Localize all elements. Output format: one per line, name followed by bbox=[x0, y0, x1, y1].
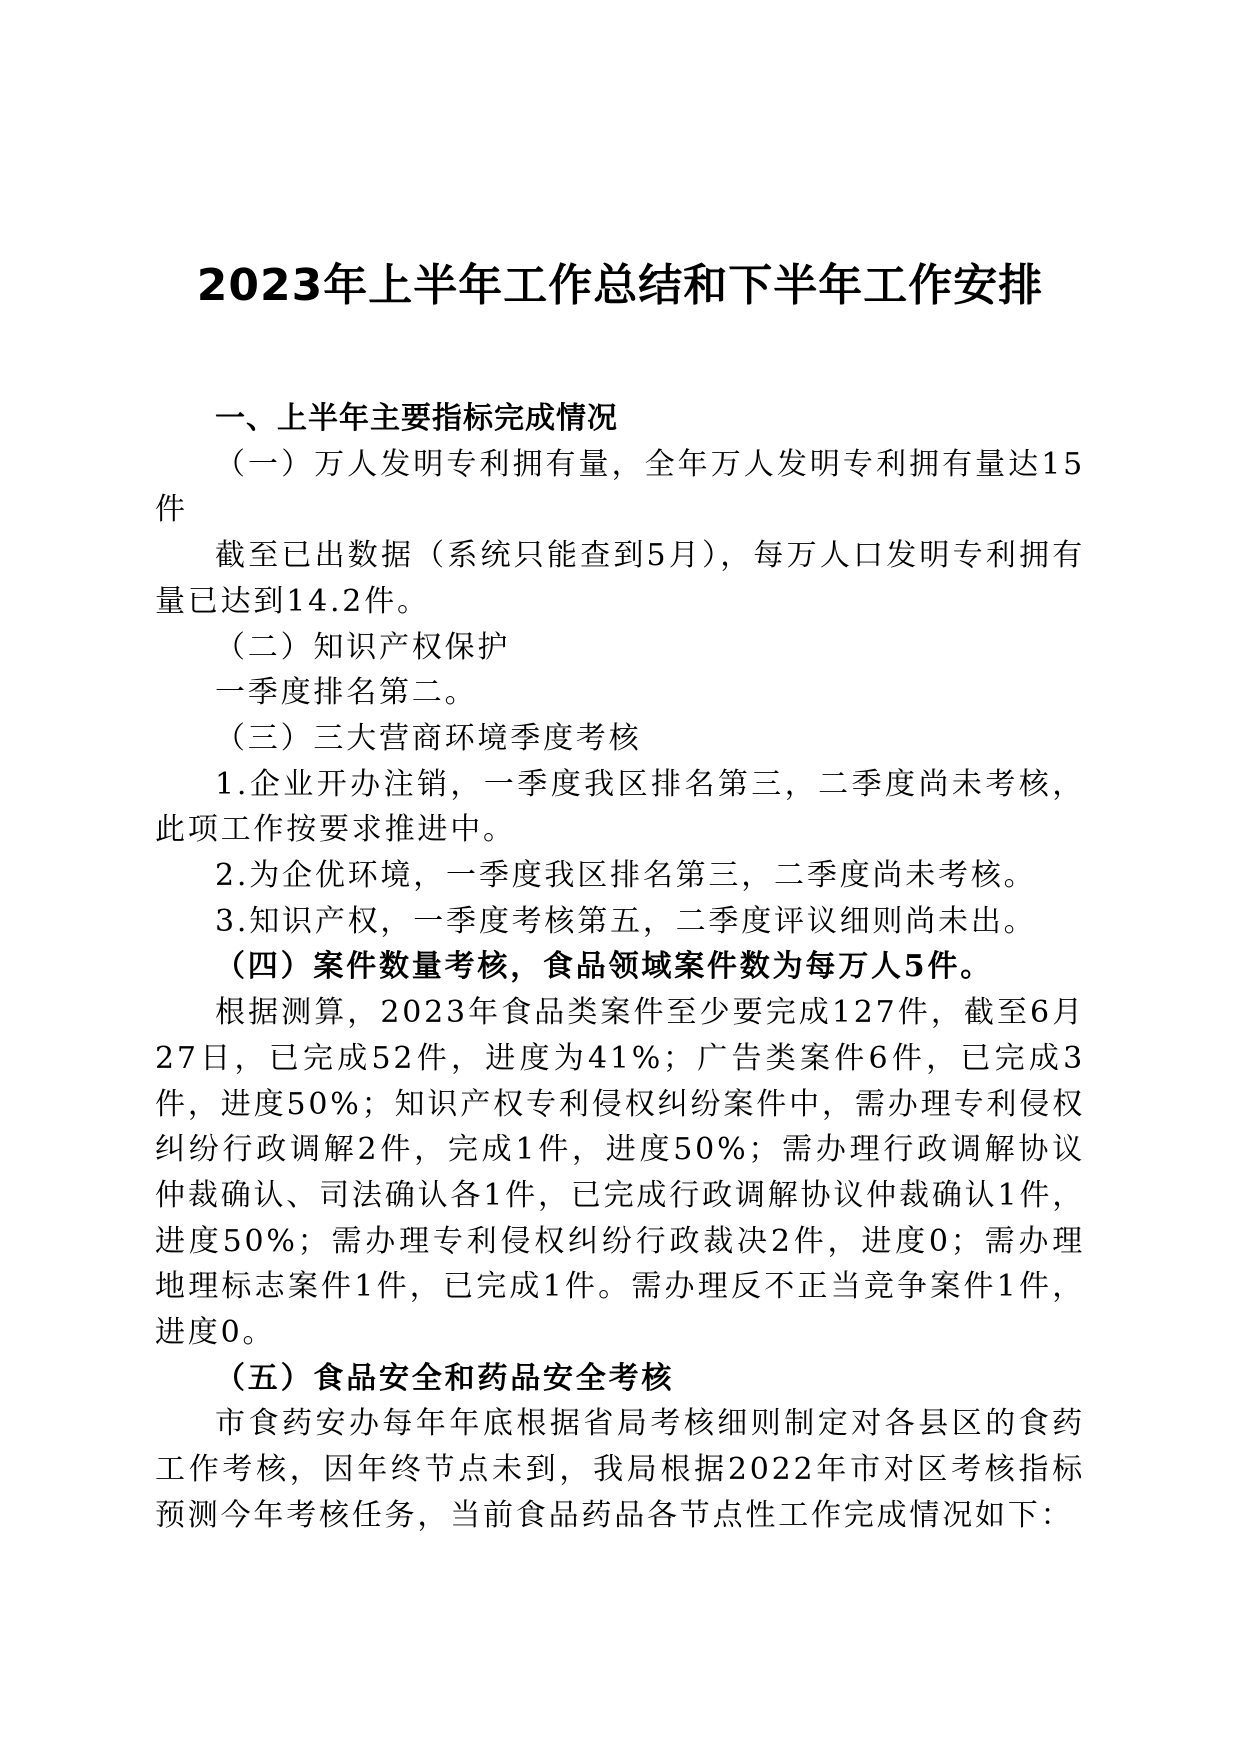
subsection-heading-3: （三）三大营商环境季度考核 bbox=[215, 720, 642, 756]
subsection-heading-2: （二）知识产权保护 bbox=[215, 629, 511, 665]
document-title: 2023年上半年工作总结和下半年工作安排 bbox=[196, 260, 1044, 311]
paragraph-5: 市食药安办每年年底根据省局考核细则制定对各县区的食药工作考核，因年终节点未到，我局根据2022年市对区考核指标预测今年考核任务，当前食品药品各节点性工作完成情况如下： bbox=[155, 1406, 1085, 1533]
paragraph-4: 根据测算，2023年食品类案件至少要完成127件，截至6月27日，已完成52件，进度为41%；广告类案件6件，已完成3件，进度50%；知识产权专利侵权纠纷案件中，需办理专利侵权纠纷行政调解2件，完成1件，进度50%；需办理行政调解协议仲裁确认、司法确认各1件，已完成行政调解协议仲裁确认1件，进度50%；需办理专利侵权纠纷行政裁决2件，进度0；需办理地理标志案件1件，已完成1件。需办理反不正当竞争案件1件，进度0。 bbox=[155, 995, 1085, 1351]
paragraph-2: 一季度排名第二。 bbox=[215, 675, 478, 711]
list-item-1: 1.企业开办注销，一季度我区排名第三，二季度尚未考核，此项工作按要求推进中。 bbox=[155, 766, 1085, 848]
subsection-heading-1: （一）万人发明专利拥有量，全年万人发明专利拥有量达15件 bbox=[155, 446, 1085, 528]
list-item-3: 3.知识产权，一季度考核第五，二季度评议细则尚未出。 bbox=[215, 903, 1037, 939]
paragraph-1: 截至已出数据（系统只能查到5月），每万人口发明专利拥有量已达到14.2件。 bbox=[155, 538, 1085, 619]
document-body bbox=[155, 396, 1085, 1539]
subsection-heading-4: （四）案件数量考核，食品领域案件数为每万人5件。 bbox=[215, 949, 994, 985]
subsection-heading-5: （五）食品安全和药品安全考核 bbox=[215, 1360, 675, 1396]
section-heading-1: 一、上半年主要指标完成情况 bbox=[215, 401, 618, 436]
list-item-2: 2.为企优环境，一季度我区排名第三，二季度尚未考核。 bbox=[215, 858, 1037, 894]
